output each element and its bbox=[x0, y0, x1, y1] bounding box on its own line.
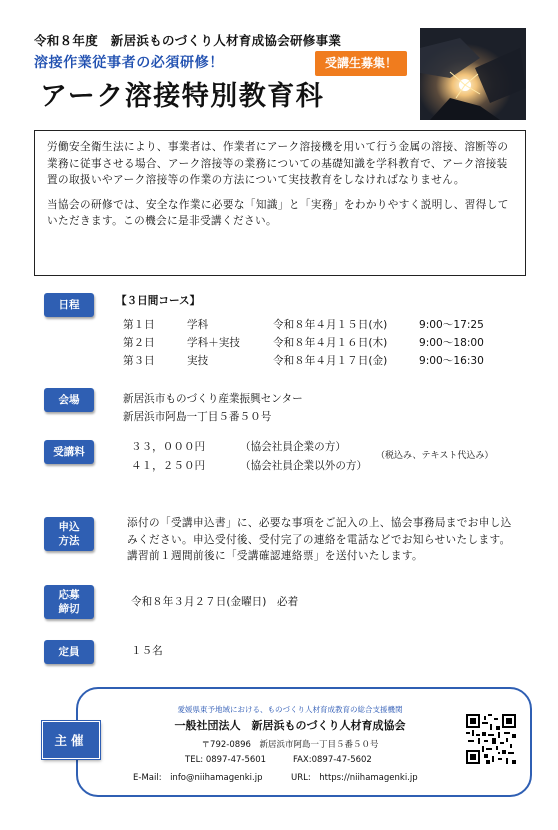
deadline-text: 令和８年３月２７日(金曜日) 必着 bbox=[131, 596, 299, 608]
welding-photo bbox=[420, 28, 526, 120]
deadline-label bbox=[44, 585, 94, 619]
deadline-label-line-2: 締切 bbox=[58, 603, 80, 615]
subtitle: 溶接作業従事者の必須研修！ bbox=[34, 55, 224, 71]
fee-nonmember-note: （協会社員企業以外の方） bbox=[240, 460, 368, 472]
application-label-line-2: 方法 bbox=[58, 535, 80, 547]
day-1-type: 学科 bbox=[187, 319, 209, 331]
fee-nonmember-amount: ４１，２５０円 bbox=[131, 460, 206, 472]
application-label bbox=[44, 517, 94, 551]
intro-paragraph-2: 当協会の研修では、安全な作業に必要な「知識」と「実務」をわかりやすく説明し、習得していただきます。この機会に是非受講ください。 bbox=[47, 198, 509, 227]
organizer-url: URL: https://niihamagenki.jp bbox=[291, 773, 418, 783]
organizer-name: 一般社団法人 新居浜ものづくり人材育成協会 bbox=[174, 719, 406, 732]
capacity-value: １５名 bbox=[131, 645, 163, 657]
recruiting-badge: 受講生募集！ bbox=[315, 51, 407, 76]
day-1-date: 令和８年４月１５日(水) bbox=[273, 319, 388, 331]
day-1-time: 9:00～17:25 bbox=[419, 319, 484, 331]
organizer-email: E-Mail: info@niihamagenki.jp bbox=[133, 773, 263, 783]
intro-box bbox=[34, 130, 526, 276]
day-2-type: 学科＋実技 bbox=[187, 337, 240, 349]
organizer-tel: TEL: 0897-47-5601 bbox=[185, 755, 267, 765]
fee-label: 受講料 bbox=[44, 440, 94, 464]
organizer-tagline: 愛媛県東予地域における、ものづくり人材育成教育の総合支援機関 bbox=[177, 705, 403, 714]
day-3-label: 第３日 bbox=[123, 355, 155, 367]
deadline-label-line-1: 応募 bbox=[58, 589, 80, 601]
venue-address: 新居浜市阿島一丁目５番５０号 bbox=[123, 411, 272, 423]
venue-label: 会場 bbox=[44, 388, 94, 412]
course-name: 【３日間コース】 bbox=[116, 295, 201, 307]
day-2-time: 9:00～18:00 bbox=[419, 337, 484, 349]
application-label-line-1: 申込 bbox=[58, 521, 80, 533]
project-line: 令和８年度 新居浜ものづくり人材育成協会研修事業 bbox=[34, 33, 342, 48]
organizer-address: 〒792-0896 新居浜市阿島一丁目５番５０号 bbox=[201, 740, 379, 750]
day-3-time: 9:00～16:30 bbox=[419, 355, 484, 367]
schedule-label: 日程 bbox=[44, 293, 94, 317]
day-1-label: 第１日 bbox=[123, 319, 155, 331]
venue-name: 新居浜市ものづくり産業振興センター bbox=[123, 393, 303, 405]
day-2-label: 第２日 bbox=[123, 337, 155, 349]
fee-tax-note: （税込み、テキスト代込み） bbox=[376, 451, 494, 461]
organizer-fax: FAX:0897-47-5602 bbox=[293, 755, 372, 765]
day-2-date: 令和８年４月１６日(木) bbox=[273, 337, 388, 349]
intro-paragraph-1: 労働安全衛生法により、事業者は、作業者にアーク溶接機を用いて行う金属の溶接、溶断等の業務に従事させる場合、アーク溶接等の業務についての基礎知識を学科教育で、アーク溶接装置の取扱いやアーク溶接等の作業の方法について実技教育をしなければなりません。 bbox=[47, 141, 509, 186]
organizer-label: 主催 bbox=[42, 721, 100, 759]
qr-code bbox=[466, 714, 516, 764]
fee-member-note: （協会社員企業の方） bbox=[240, 441, 346, 453]
fee-member-amount: ３３，０００円 bbox=[131, 441, 206, 453]
application-text: 添付の「受講申込書」に、必要な事項をご記入の上、協会事務局までお申し込みください。申込受付後、受付完了の連絡を電話などでお知らせいたします。講習前１週間前後に「受講確認連絡票」を送付いたします。 bbox=[127, 517, 512, 562]
day-3-type: 実技 bbox=[187, 355, 209, 367]
page-title: アーク溶接特別教育科 bbox=[40, 81, 325, 112]
day-3-date: 令和８年４月１７日(金) bbox=[273, 355, 388, 367]
capacity-label: 定員 bbox=[44, 640, 94, 664]
